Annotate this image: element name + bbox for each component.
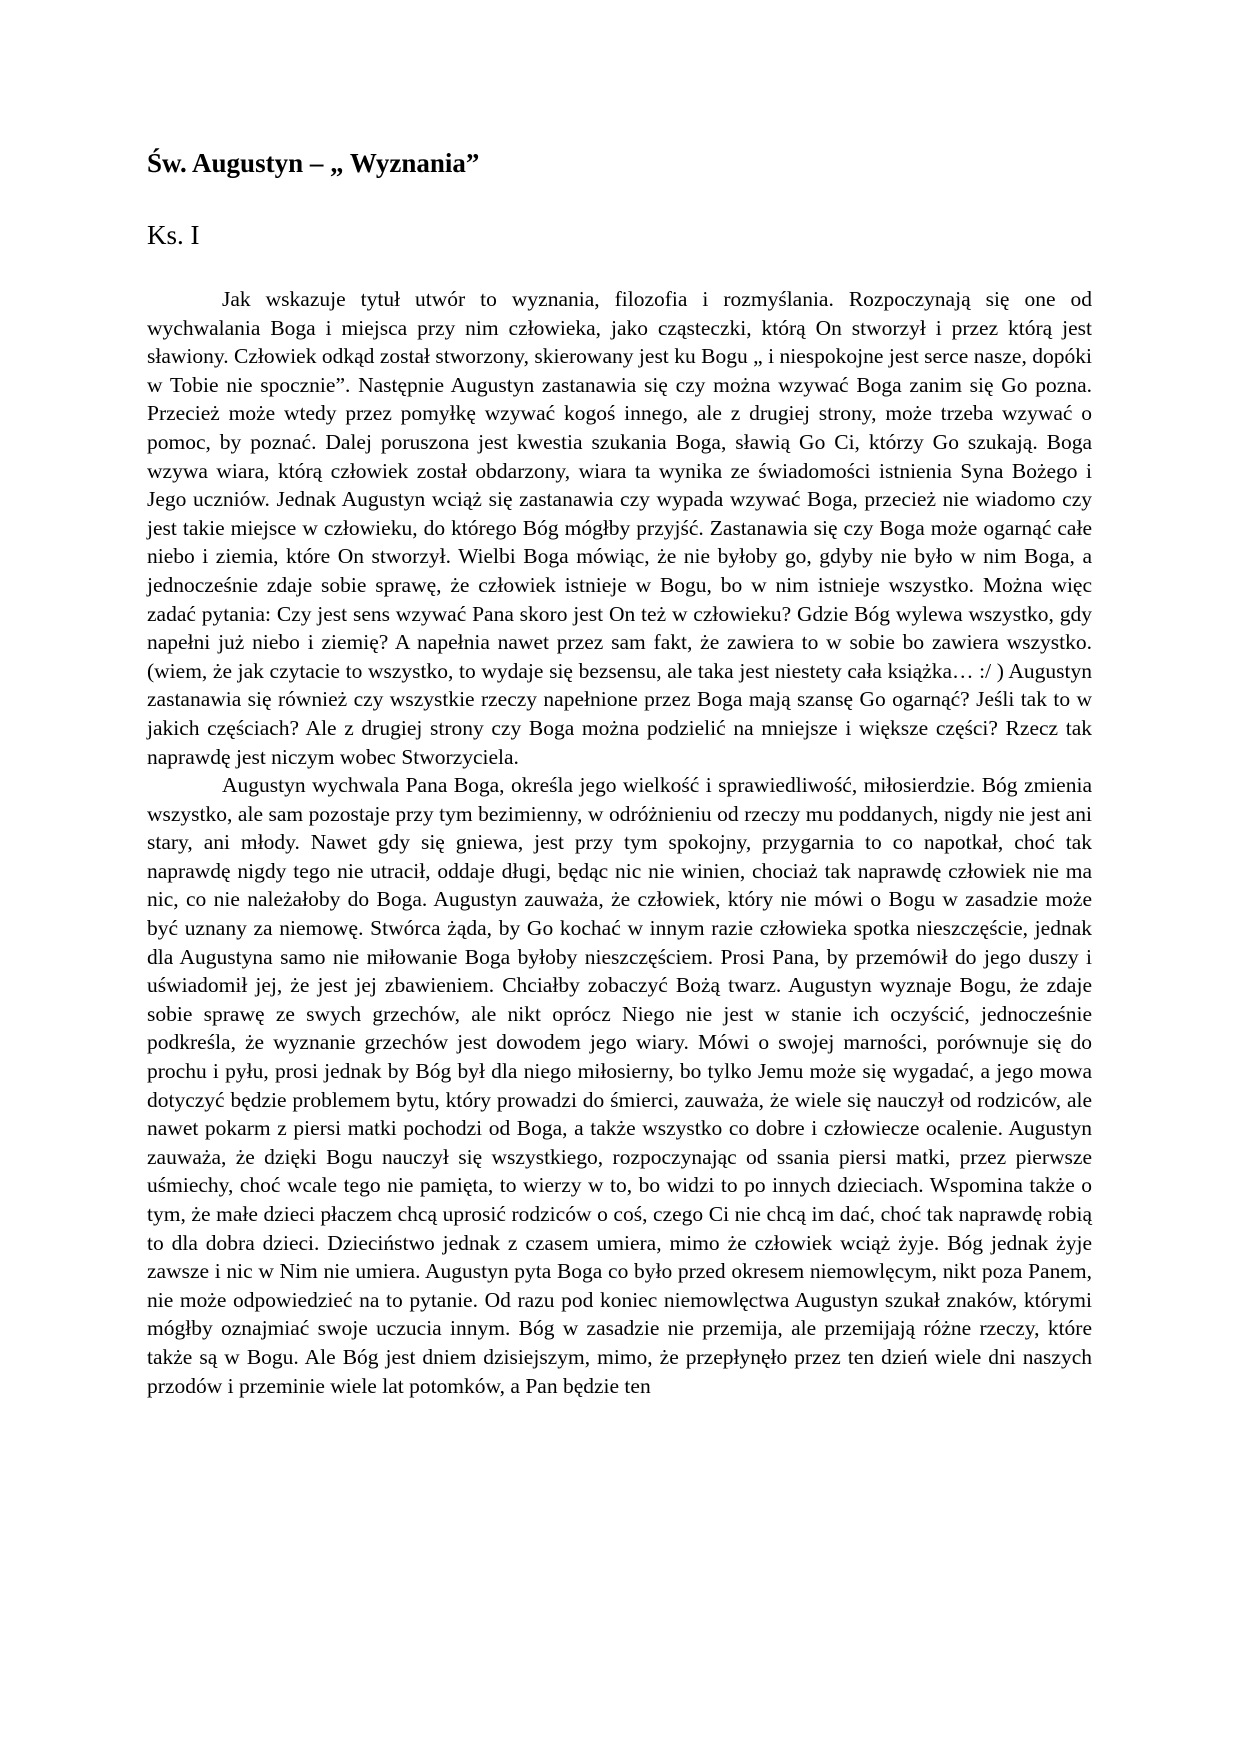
book-heading: Ks. I — [147, 220, 200, 250]
document-title: Św. Augustyn – „ Wyznania” — [147, 148, 480, 178]
paragraph-2: Augustyn wychwala Pana Boga, określa jego wielkość i sprawiedliwość, miłosierdzie. Bóg zmienia wszystko, ale sam pozostaje przy tym bezimienny, w odróżnieniu od rzeczy mu poddanych, nigdy nie jest ani stary, ani młody. Nawet gdy się gniewa, jest przy tym spokojny, przygarnia to co napotkał, choć tak naprawdę nigdy tego nie utracił, oddaje długi, będąc nic nie winien, chociaż tak naprawdę człowiek nie ma nic, co nie należałoby do Boga. Augustyn zauważa, że człowiek, który nie mówi o Bogu w zasadzie może być uznany za niemowę. Stwórca żąda, by Go kochać w innym razie człowieka spotka nieszczęście, jednak dla Augustyna samo nie miłowanie Boga byłoby nieszczęściem. Prosi Pana, by przemówił do jego duszy i uświadomił jej, że jest jej zbawieniem. Chciałby zobaczyć Bożą twarz. Augustyn wyznaje Bogu, że zdaje sobie sprawę ze swych grzechów, ale nikt oprócz Niego nie jest w stanie ich oczyścić, jednocześnie podkreśla, że wyznanie grzechów jest dowodem jego wiary. Mówi o swojej marności, porównuje się do prochu i pyłu, prosi jednak by Bóg był dla niego miłosierny, bo tylko Jemu może się wygadać, a jego mowa dotyczyć będzie problemem bytu, który prowadzi do śmierci, zauważa, że wiele się nauczył od rodziców, ale nawet pokarm z piersi matki pochodzi od Boga, a także wszystko co dobre i człowiecze ocalenie. Augustyn zauważa, że dzięki Bogu nauczył się wszystkiego, rozpoczynając od ssania piersi matki, przez pierwsze uśmiechy, choć wcale tego nie pamięta, to wierzy w to, bo widzi to po innych dzieciach. Wspomina także o tym, że małe dzieci płaczem chcą uprosić rodziców o coś, czego Ci nie chcą im dać, choć tak naprawdę robią to dla dobra dzieci. Dzieciństwo jednak z czasem umiera, mimo że człowiek wciąż żyje. Bóg jednak żyje zawsze i nic w Nim nie umiera. Augustyn pyta Boga co było przed okresem niemowlęcym, nikt poza Panem, nie może odpowiedzieć na to pytanie. Od razu pod koniec niemowlęctwa Augustyn szukał znaków, którymi mógłby oznajmiać swoje uczucia innym. Bóg w zasadzie nie przemija, ale przemijają różne rzeczy, które także są w Bogu. Ale Bóg jest dniem dzisiejszym, mimo, że przepłynęło przez ten dzień wiele dni naszych przodów i przeminie wiele lat potomków, a Pan będzie ten — [147, 773, 1092, 1398]
document-body — [147, 285, 1092, 1400]
paragraph-1: Jak wskazuje tytuł utwór to wyznania, filozofia i rozmyślania. Rozpoczynają się one od wychwalania Boga i miejsca przy nim człowieka, jako cząsteczki, którą On stworzył i przez którą jest sławiony. Człowiek odkąd został stworzony, skierowany jest ku Bogu „ i niespokojne jest serce nasze, dopóki w Tobie nie spocznie”. Następnie Augustyn zastanawia się czy można wzywać Boga zanim się Go pozna. Przecież może wtedy przez pomyłkę wzywać kogoś innego, ale z drugiej strony, może trzeba wzywać o pomoc, by poznać. Dalej poruszona jest kwestia szukania Boga, sławią Go Ci, którzy Go szukają. Boga wzywa wiara, którą człowiek został obdarzony, wiara ta wynika ze świadomości istnienia Syna Bożego i Jego uczniów. Jednak Augustyn wciąż się zastanawia czy wypada wzywać Boga, przecież nie wiadomo czy jest takie miejsce w człowieku, do którego Bóg mógłby przyjść. Zastanawia się czy Boga może ogarnąć całe niebo i ziemia, które On stworzył. Wielbi Boga mówiąc, że nie byłoby go, gdyby nie było w nim Boga, a jednocześnie zdaje sobie sprawę, że człowiek istnieje w Bogu, bo w nim istnieje wszystko. Można więc zadać pytania: Czy jest sens wzywać Pana skoro jest On też w człowieku? Gdzie Bóg wylewa wszystko, gdy napełni już niebo i ziemię? A napełnia nawet przez sam fakt, że zawiera to w sobie bo zawiera wszystko. (wiem, że jak czytacie to wszystko, to wydaje się bezsensu, ale taka jest niestety cała książka… :/ ) Augustyn zastanawia się również czy wszystkie rzeczy napełnione przez Boga mają szansę Go ogarnąć? Jeśli tak to w jakich częściach? Ale z drugiej strony czy Boga można podzielić na mniejsze i większe części? Rzecz tak naprawdę jest niczym wobec Stworzyciela. — [147, 287, 1092, 769]
